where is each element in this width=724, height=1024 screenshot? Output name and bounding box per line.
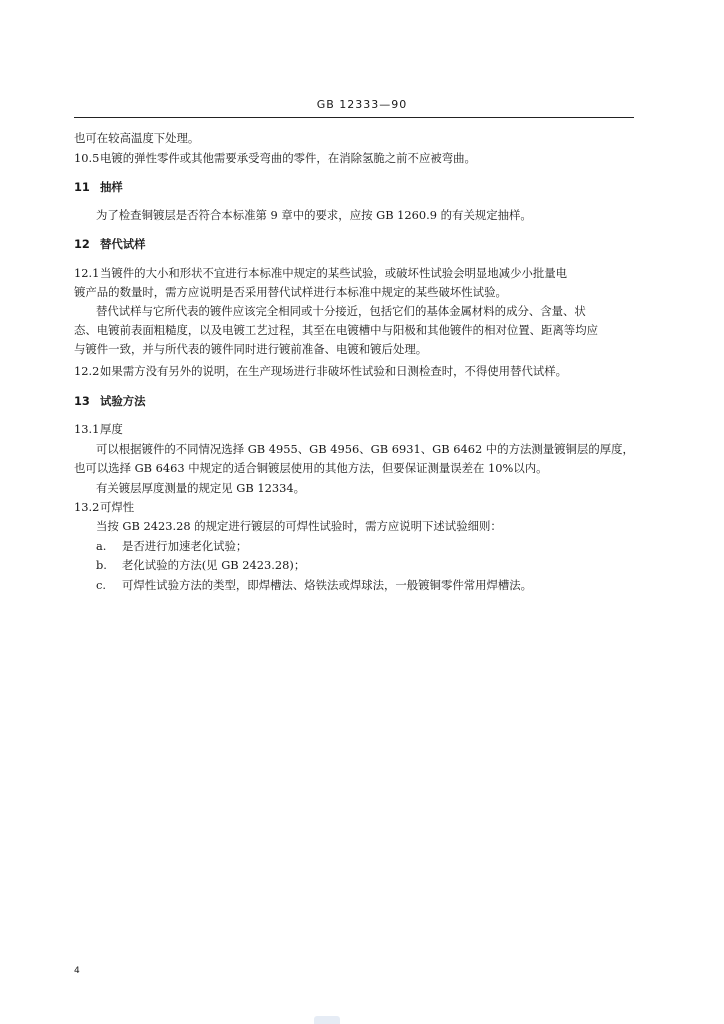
clause-title: 厚度 [100, 422, 123, 436]
list-label: c. [96, 578, 107, 592]
clause-number: 13.2 [74, 500, 100, 514]
section-number: 12 [74, 237, 90, 251]
scan-artifact [314, 1016, 340, 1024]
section-13-heading [74, 393, 634, 409]
text-line: 也可以选择 GB 6463 中规定的适合铜镀层使用的其他方法，但要保证测量误差在 10%以内。 [74, 461, 548, 475]
clause-13-1 [74, 421, 634, 437]
text-line: 当按 GB 2423.28 的规定进行镀层的可焊性试验时，需方应说明下述试验细则： [96, 519, 502, 533]
clause-number: 12.1 [74, 266, 100, 280]
section-title: 抽样 [100, 180, 123, 194]
text-line: 替代试样与它所代表的镀件应该完全相同或十分接近，包括它们的基体金属材料的成分、含量、状 [96, 304, 586, 318]
list-text: 老化试验的方法(见 GB 2423.28)； [122, 558, 306, 572]
text-line: 可以根据镀件的不同情况选择 GB 4955、GB 4956、GB 6931、GB 6462 中的方法测量镀铜层的厚度， [96, 442, 634, 456]
section-11-heading [74, 179, 634, 195]
section-number: 13 [74, 394, 90, 408]
list-label: b. [96, 558, 107, 572]
text-line: 为了检查铜镀层是否符合本标准第 9 章中的要求，应按 GB 1260.9 的有关规定抽样。 [96, 208, 532, 222]
clause-text: 当镀件的大小和形状不宜进行本标准中规定的某些试验，或破坏性试验会明显地减少小批量电 [100, 266, 568, 280]
list-item-c [96, 577, 634, 593]
section-title: 试验方法 [100, 394, 146, 408]
text-line: 也可在较高温度下处理。 [74, 131, 200, 145]
header-rule [74, 117, 634, 118]
page-number: 4 [74, 966, 80, 976]
section-12-heading [74, 236, 634, 252]
clause-text: 如果需方没有另外的说明，在生产现场进行非破坏性试验和日测检查时，不得使用替代试样。 [100, 364, 568, 378]
text-line: 与镀件一致，并与所代表的镀件同时进行镀前准备、电镀和镀后处理。 [74, 342, 428, 356]
text-line: 有关镀层厚度测量的规定见 GB 12334。 [96, 481, 306, 495]
clause-number: 12.2 [74, 364, 100, 378]
clause-number: 13.1 [74, 422, 100, 436]
clause-13-2 [74, 499, 634, 515]
list-item-a [96, 538, 634, 554]
clause-number: 10.5 [74, 151, 100, 165]
clause-title: 可焊性 [100, 500, 135, 514]
clause-text: 电镀的弹性零件或其他需要承受弯曲的零件，在消除氢脆之前不应被弯曲。 [100, 151, 476, 165]
text-line: 镀产品的数量时，需方应说明是否采用替代试样进行本标准中规定的某些破坏性试验。 [74, 285, 507, 299]
section-title: 替代试样 [100, 237, 146, 251]
clause-12-1 [74, 265, 634, 281]
standard-code-header: GB 12333—90 [316, 98, 408, 111]
text-line: 态、电镀前表面粗糙度，以及电镀工艺过程，其至在电镀槽中与阳极和其他镀件的相对位置、距离等均应 [74, 323, 598, 337]
list-label: a. [96, 539, 107, 553]
list-text: 是否进行加速老化试验； [122, 539, 248, 553]
clause-12-2 [74, 363, 634, 379]
list-text: 可焊性试验方法的类型，即焊槽法、烙铁法或焊球法，一般镀铜零件常用焊槽法。 [122, 578, 533, 592]
list-item-b [96, 557, 634, 573]
section-number: 11 [74, 180, 90, 194]
clause-10-5 [74, 150, 634, 166]
